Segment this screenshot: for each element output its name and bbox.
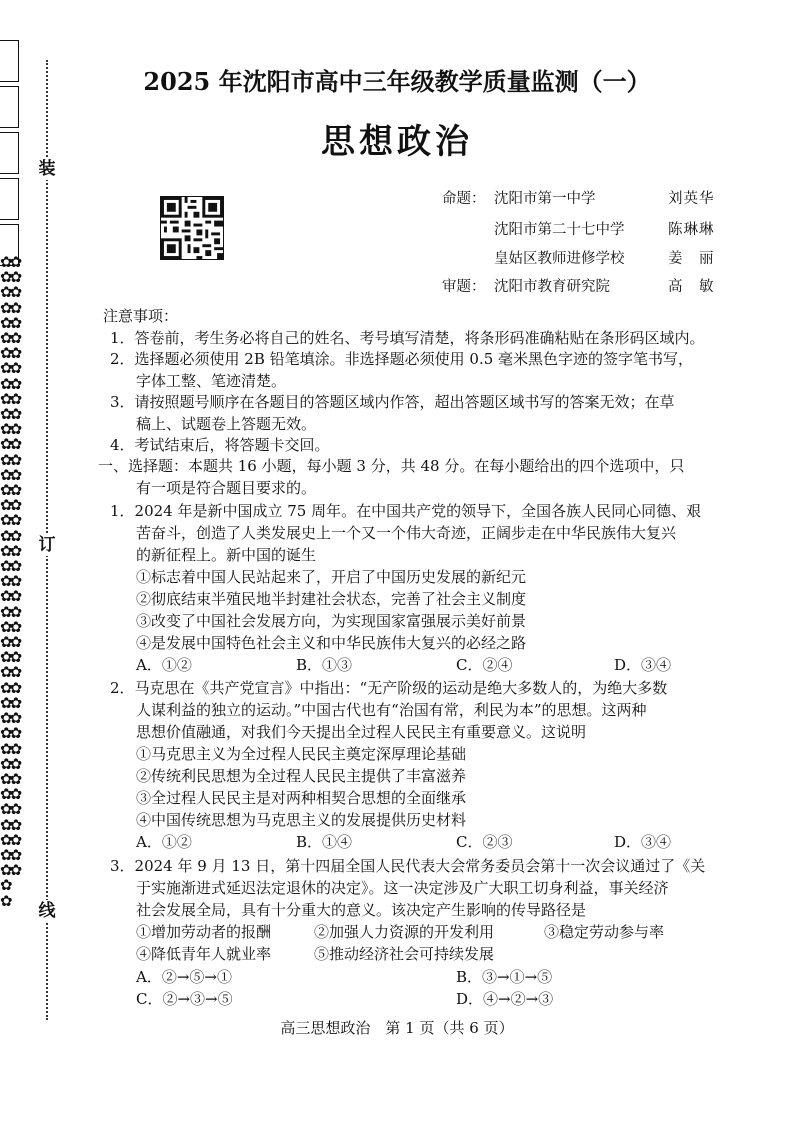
q2-item: ③全过程人民民主是对两种相契合思想的全面继承 [136, 789, 467, 807]
author-name: 高 敏 [668, 279, 715, 295]
binding-gear-pattern: ✿✿ ✿✿ ✿✿ ✿✿ ✿✿ ✿✿ ✿✿ ✿✿ ✿✿ ✿✿ ✿✿ ✿✿ ✿✿ ✿✿ ✿✿ ✿✿ ✿✿ ✿✿ ✿✿ ✿✿ ✿✿ ✿✿ ✿✿ ✿✿ ✿✿ ✿✿ ✿✿ ✿✿ ✿✿ ✿✿ ✿✿ ✿✿ ✿✿ ✿✿ ✿✿ ✿✿ ✿✿ ✿✿ ✿✿ ✿✿ ✿✿ ✿ ✿ [0, 255, 20, 910]
subject-title: 思想政治 [321, 122, 473, 162]
q2-option-b[interactable]: B．①④ [296, 833, 353, 851]
q2-item: ④中国传统思想为马克思主义的发展提供历史材料 [136, 811, 467, 829]
notice-heading: 注意事项： [103, 307, 179, 325]
author-row [442, 187, 772, 207]
q2-option-a[interactable]: A．①② [136, 833, 192, 851]
author-name: 姜 丽 [668, 251, 715, 267]
q3-option-c[interactable]: C．②→③→⑤ [136, 990, 233, 1008]
q1-option-b[interactable]: B．①③ [296, 656, 353, 674]
margin-char-zhuang: 装 [38, 159, 56, 179]
notice-item: 稿上、试题卷上答题无效。 [136, 415, 317, 433]
notice-item: 2．选择题必须使用 2B 铅笔填涂。非选择题必须使用 0.5 毫米黑色字迹的签字笔书写， [110, 350, 694, 368]
author-name: 刘英华 [668, 191, 715, 207]
q2-option-d[interactable]: D．③④ [614, 833, 672, 851]
q3-item: ③稳定劳动参与率 [544, 923, 665, 941]
q3-item: ①增加劳动者的报酬 [136, 923, 272, 941]
q3-item: ⑤推动经济社会可持续发展 [314, 945, 495, 963]
q3-stem: 3．2024 年 9 月 13 日，第十四届全国人民代表大会常务委员会第十一次会议通过了《关 [110, 857, 706, 875]
author-org: 沈阳市第一中学 [494, 191, 596, 207]
q2-item: ①马克思主义为全过程人民民主奠定深厚理论基础 [136, 745, 467, 763]
section-heading: 有一项是符合题目要求的。 [136, 479, 317, 497]
q1-stem: 1．2024 年是新中国成立 75 周年。在中国共产党的领导下，全国各族人民同心同德、艰 [110, 502, 702, 520]
qr-code [160, 196, 224, 260]
margin-char-ding: 订 [38, 535, 56, 555]
author-label: 审题： [442, 279, 486, 295]
exam-title: 2025 年沈阳市高中三年级教学质量监测（一） [143, 67, 651, 96]
q3-item: ④降低青年人就业率 [136, 945, 272, 963]
author-org: 沈阳市教育研究院 [494, 279, 610, 295]
notice-item: 1．答卷前，考生务必将自己的姓名、考号填写清楚，将条形码准确粘贴在条形码区域内。 [110, 329, 705, 347]
author-label: 命题： [442, 191, 486, 207]
q3-option-a[interactable]: A．②→⑤→① [136, 968, 232, 986]
notice-item: 字体工整、笔迹清楚。 [136, 372, 287, 390]
q3-option-b[interactable]: B．③→①→⑤ [456, 968, 553, 986]
q1-option-a[interactable]: A．①② [136, 656, 192, 674]
notice-item: 4．考试结束后，将答题卡交回。 [110, 436, 330, 454]
q2-item: ②传统利民思想为全过程人民民主提供了丰富滋养 [136, 767, 467, 785]
author-row [442, 275, 772, 295]
q1-item: ②彻底结束半殖民地半封建社会状态，完善了社会主义制度 [136, 590, 527, 608]
notice-item: 3．请按照题号顺序在各题目的答题区域内作答，超出答题区域书写的答案无效；在草 [110, 393, 675, 411]
q1-option-c[interactable]: C．②④ [456, 656, 513, 674]
q1-stem: 苦奋斗，创造了人类发展史上一个又一个伟大奇迹，正阔步走在中华民族伟大复兴 [136, 524, 677, 542]
author-row [442, 218, 772, 238]
q3-option-d[interactable]: D．④→②→③ [456, 990, 554, 1008]
q1-option-d[interactable]: D．③④ [614, 656, 672, 674]
margin-char-xian: 线 [38, 901, 56, 921]
q1-item: ④是发展中国特色社会主义和中华民族伟大复兴的必经之路 [136, 634, 527, 652]
q2-stem: 2．马克思在《共产党宣言》中指出：“无产阶级的运动是绝大多数人的，为绝大多数 [110, 679, 668, 697]
q3-stem: 于实施渐进式延迟法定退休的决定》。这一决定涉及广大职工切身利益，事关经济 [136, 879, 669, 897]
q2-stem: 人谋利益的独立的运动。”中国古代也有“治国有常，利民为本”的思想。这两种 [136, 701, 647, 719]
q2-stem: 思想价值融通，对我们今天提出全过程人民民主有重要意义。这说明 [136, 723, 587, 741]
q2-option-c[interactable]: C．②③ [456, 833, 513, 851]
author-org: 沈阳市第二十七中学 [494, 222, 625, 238]
q3-item: ②加强人力资源的开发利用 [314, 923, 495, 941]
q3-stem: 社会发展全局，具有十分重大的意义。该决定产生影响的传导路径是 [136, 901, 587, 919]
section-heading: 一、选择题：本题共 16 小题，每小题 3 分，共 48 分。在每小题给出的四个选项中，只 [98, 457, 685, 475]
q1-item: ①标志着中国人民站起来了，开启了中国历史发展的新纪元 [136, 568, 527, 586]
page-footer: 高三思想政治 第 1 页（共 6 页） [280, 1019, 514, 1037]
q1-stem: 的新征程上。新中国的诞生 [136, 546, 317, 564]
q1-item: ③改变了中国社会发展方向，为实现国家富强展示美好前景 [136, 612, 527, 630]
author-org: 皇姑区教师进修学校 [494, 251, 625, 267]
author-row [442, 247, 772, 267]
author-name: 陈琳琳 [668, 222, 715, 238]
